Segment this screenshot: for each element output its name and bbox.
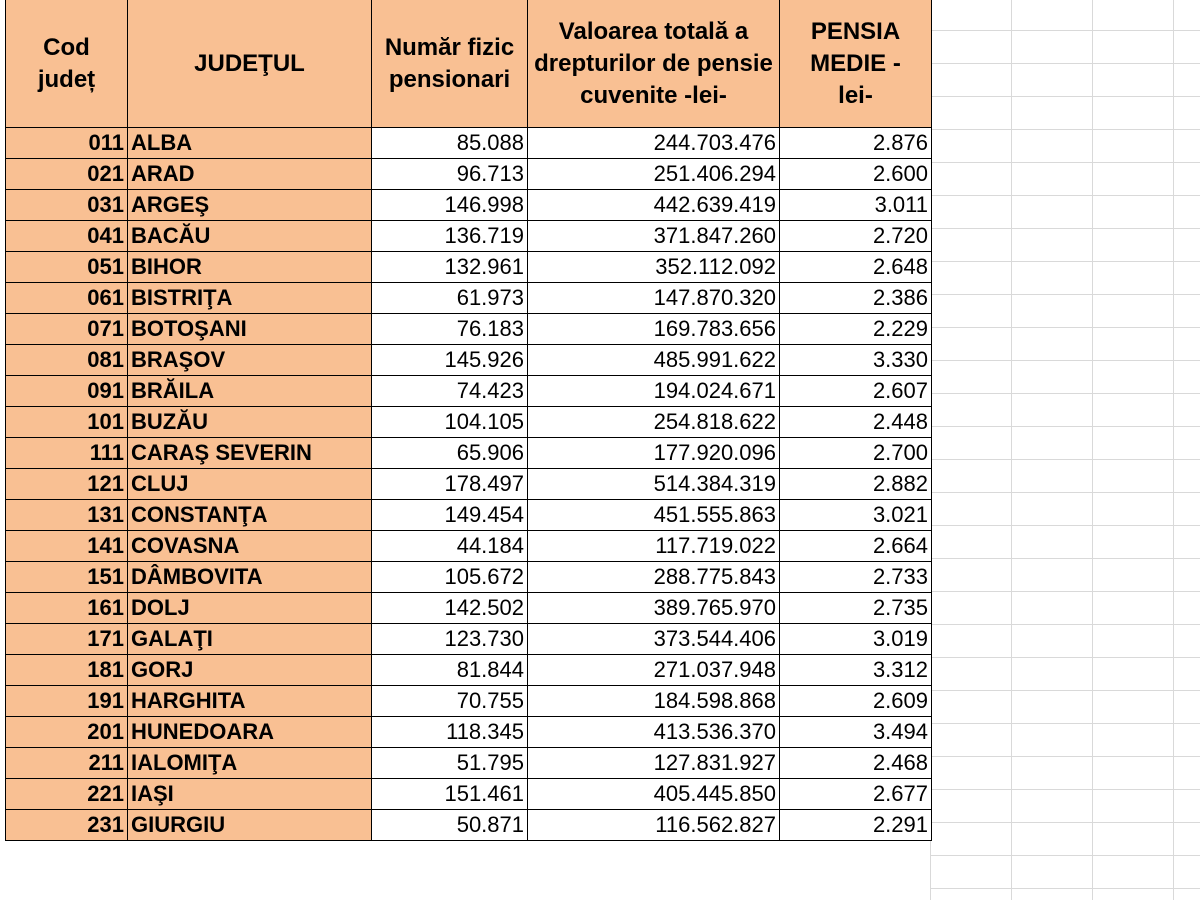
cell-pensioners[interactable]: 149.454 [372,500,528,531]
cell-total-value[interactable]: 147.870.320 [528,283,780,314]
cell-total-value[interactable]: 389.765.970 [528,593,780,624]
cell-pensioners[interactable]: 50.871 [372,810,528,841]
cell-total-value[interactable]: 184.598.868 [528,686,780,717]
cell-county[interactable]: CONSTANŢA [128,500,372,531]
cell-code[interactable]: 131 [6,500,128,531]
cell-avg-pension[interactable]: 2.609 [780,686,932,717]
cell-code[interactable]: 031 [6,190,128,221]
cell-pensioners[interactable]: 51.795 [372,748,528,779]
table-row [6,717,932,748]
cell-pensioners[interactable]: 74.423 [372,376,528,407]
cell-county[interactable]: CARAŞ SEVERIN [128,438,372,469]
header-code[interactable]: Cod județ [6,0,128,128]
cell-total-value[interactable]: 485.991.622 [528,345,780,376]
cell-total-value[interactable]: 288.775.843 [528,562,780,593]
cell-total-value[interactable]: 514.384.319 [528,469,780,500]
cell-pensioners[interactable]: 65.906 [372,438,528,469]
cell-total-value[interactable]: 413.536.370 [528,717,780,748]
cell-pensioners[interactable]: 61.973 [372,283,528,314]
cell-pensioners[interactable]: 132.961 [372,252,528,283]
cell-code[interactable]: 151 [6,562,128,593]
cell-avg-pension[interactable]: 3.330 [780,345,932,376]
cell-code[interactable]: 191 [6,686,128,717]
header-row [6,0,932,128]
cell-pensioners[interactable]: 104.105 [372,407,528,438]
cell-total-value[interactable]: 169.783.656 [528,314,780,345]
cell-code[interactable]: 101 [6,407,128,438]
table-row [6,624,932,655]
cell-avg-pension[interactable]: 3.312 [780,655,932,686]
cell-county[interactable]: HARGHITA [128,686,372,717]
cell-avg-pension[interactable]: 2.600 [780,159,932,190]
table-row [6,159,932,190]
cell-avg-pension[interactable]: 2.882 [780,469,932,500]
cell-code[interactable]: 161 [6,593,128,624]
cell-code[interactable]: 061 [6,283,128,314]
cell-avg-pension[interactable]: 2.607 [780,376,932,407]
cell-county[interactable]: IAŞI [128,779,372,810]
cell-total-value[interactable]: 451.555.863 [528,500,780,531]
cell-pensioners[interactable]: 146.998 [372,190,528,221]
cell-county[interactable]: ALBA [128,128,372,159]
table-row [6,686,932,717]
cell-total-value[interactable]: 371.847.260 [528,221,780,252]
cell-county[interactable]: DOLJ [128,593,372,624]
cell-code[interactable]: 011 [6,128,128,159]
cell-code[interactable]: 221 [6,779,128,810]
cell-avg-pension[interactable]: 2.648 [780,252,932,283]
cell-code[interactable]: 021 [6,159,128,190]
table-row [6,562,932,593]
cell-county[interactable]: CLUJ [128,469,372,500]
cell-total-value[interactable]: 373.544.406 [528,624,780,655]
cell-avg-pension[interactable]: 2.448 [780,407,932,438]
cell-county[interactable]: BOTOŞANI [128,314,372,345]
header-total-value[interactable]: Valoarea totală a drepturilor de pensie cuvenite -lei- [528,0,780,128]
cell-avg-pension[interactable]: 3.021 [780,500,932,531]
cell-total-value[interactable]: 251.406.294 [528,159,780,190]
cell-code[interactable]: 081 [6,345,128,376]
cell-pensioners[interactable]: 105.672 [372,562,528,593]
cell-pensioners[interactable]: 44.184 [372,531,528,562]
cell-county[interactable]: BRĂILA [128,376,372,407]
cell-county[interactable]: GORJ [128,655,372,686]
cell-code[interactable]: 171 [6,624,128,655]
cell-county[interactable]: BRAŞOV [128,345,372,376]
table-row [6,407,932,438]
table-row [6,314,932,345]
cell-total-value[interactable]: 116.562.827 [528,810,780,841]
cell-county[interactable]: BISTRIŢA [128,283,372,314]
cell-code[interactable]: 091 [6,376,128,407]
cell-code[interactable]: 071 [6,314,128,345]
cell-pensioners[interactable]: 151.461 [372,779,528,810]
table-row [6,469,932,500]
cell-county[interactable]: HUNEDOARA [128,717,372,748]
cell-county[interactable]: ARAD [128,159,372,190]
table-row [6,438,932,469]
table-row [6,779,932,810]
cell-county[interactable]: COVASNA [128,531,372,562]
cell-code[interactable]: 231 [6,810,128,841]
cell-code[interactable]: 181 [6,655,128,686]
cell-total-value[interactable]: 244.703.476 [528,128,780,159]
table-row [6,810,932,841]
table-row [6,593,932,624]
cell-pensioners[interactable]: 85.088 [372,128,528,159]
cell-total-value[interactable]: 117.719.022 [528,531,780,562]
cell-avg-pension[interactable]: 2.664 [780,531,932,562]
cell-code[interactable]: 141 [6,531,128,562]
cell-avg-pension[interactable]: 2.229 [780,314,932,345]
table-row [6,345,932,376]
table-row [6,655,932,686]
cell-county[interactable]: DÂMBOVITA [128,562,372,593]
cell-avg-pension[interactable]: 3.011 [780,190,932,221]
table-row [6,531,932,562]
table-row [6,252,932,283]
cell-avg-pension[interactable]: 2.735 [780,593,932,624]
cell-county[interactable]: BACĂU [128,221,372,252]
cell-total-value[interactable]: 194.024.671 [528,376,780,407]
cell-total-value[interactable]: 352.112.092 [528,252,780,283]
table-row [6,748,932,779]
cell-total-value[interactable]: 177.920.096 [528,438,780,469]
cell-avg-pension[interactable]: 2.386 [780,283,932,314]
cell-pensioners[interactable]: 70.755 [372,686,528,717]
cell-county[interactable]: BUZĂU [128,407,372,438]
table-row [6,376,932,407]
cell-total-value[interactable]: 127.831.927 [528,748,780,779]
cell-avg-pension[interactable]: 2.700 [780,438,932,469]
cell-county[interactable]: GIURGIU [128,810,372,841]
cell-avg-pension[interactable]: 2.733 [780,562,932,593]
cell-avg-pension[interactable]: 2.876 [780,128,932,159]
cell-pensioners[interactable]: 178.497 [372,469,528,500]
cell-county[interactable]: GALAŢI [128,624,372,655]
cell-pensioners[interactable]: 123.730 [372,624,528,655]
cell-county[interactable]: BIHOR [128,252,372,283]
cell-pensioners[interactable]: 136.719 [372,221,528,252]
table-row [6,500,932,531]
cell-avg-pension[interactable]: 2.720 [780,221,932,252]
cell-pensioners[interactable]: 145.926 [372,345,528,376]
cell-pensioners[interactable]: 142.502 [372,593,528,624]
cell-avg-pension[interactable]: 2.468 [780,748,932,779]
cell-code[interactable]: 041 [6,221,128,252]
cell-county[interactable]: IALOMIŢA [128,748,372,779]
table-row [6,221,932,252]
cell-code[interactable]: 121 [6,469,128,500]
cell-code[interactable]: 201 [6,717,128,748]
pension-table [5,0,932,841]
table-row [6,283,932,314]
cell-pensioners[interactable]: 96.713 [372,159,528,190]
cell-total-value[interactable]: 405.445.850 [528,779,780,810]
cell-pensioners[interactable]: 118.345 [372,717,528,748]
cell-avg-pension[interactable]: 2.291 [780,810,932,841]
cell-code[interactable]: 051 [6,252,128,283]
cell-total-value[interactable]: 442.639.419 [528,190,780,221]
cell-pensioners[interactable]: 81.844 [372,655,528,686]
table-row [6,190,932,221]
header-avg-pension[interactable]: PENSIA MEDIE -lei- [780,0,932,128]
empty-sheet-grid[interactable] [930,0,1200,900]
cell-total-value[interactable]: 271.037.948 [528,655,780,686]
cell-code[interactable]: 211 [6,748,128,779]
table-row [6,128,932,159]
cell-avg-pension[interactable]: 3.019 [780,624,932,655]
header-pensioners[interactable]: Număr fizic pensionari [372,0,528,128]
cell-code[interactable]: 111 [6,438,128,469]
cell-avg-pension[interactable]: 3.494 [780,717,932,748]
cell-total-value[interactable]: 254.818.622 [528,407,780,438]
cell-pensioners[interactable]: 76.183 [372,314,528,345]
header-county[interactable]: JUDEŢUL [128,0,372,128]
cell-avg-pension[interactable]: 2.677 [780,779,932,810]
cell-county[interactable]: ARGEŞ [128,190,372,221]
